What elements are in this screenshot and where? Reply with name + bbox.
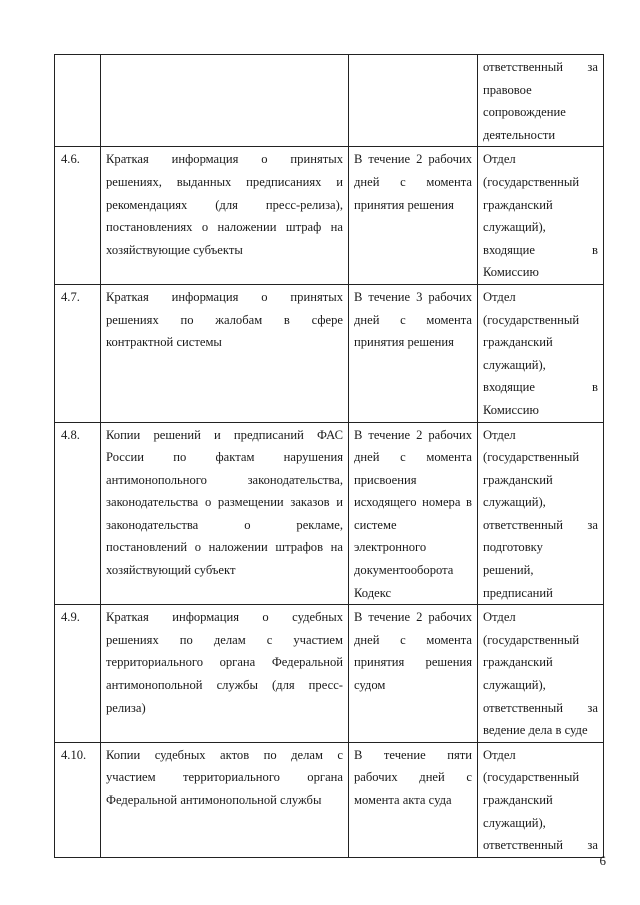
text-line: рабочих дней с [354,770,472,785]
text-line: ответственный за [483,60,598,74]
text-line: правовое [483,82,532,97]
text-line: решений, [483,563,534,578]
text-line: системе [354,517,397,532]
text-line: законодательства о рекламе, [106,517,343,532]
text-line: участием территориального органа [106,770,343,785]
text-line: Копии судебных актов по делам с [106,747,343,762]
text-line: служащий), [483,220,546,235]
text-line: момента акта суда [354,793,452,807]
responsible-cell [478,284,604,422]
text-line: решениях по жалобам в сфере [106,312,343,327]
text-line: ведение дела в суде [483,723,588,738]
term-cell [349,55,478,147]
item-number [55,55,101,147]
responsible-cell [478,605,604,743]
text-line: документооборота [354,563,454,578]
text-line: Отдел [483,152,516,167]
text-line: России по фактам нарушения [106,450,343,465]
text-line: входящие в [483,242,598,257]
text-line: территориального органа Федеральной [106,655,343,670]
info-cell [101,284,349,422]
text-line: принятия решения [354,197,454,212]
info-cell [101,742,349,857]
info-cell [101,605,349,743]
text-line: хозяйствующие субъекты [106,242,243,257]
text-line: дней с момента [354,632,472,647]
item-number: 4.7. [55,284,101,422]
info-cell [101,422,349,605]
term-cell [349,605,478,743]
text-line: релиза) [106,700,146,715]
responsible-cell [478,147,604,285]
text-line: деятельности [483,127,556,142]
item-number: 4.8. [55,422,101,605]
text-line: (государственный [483,770,580,785]
term-cell [349,742,478,857]
table-body [55,55,604,858]
document-table [54,54,604,858]
text-line: Отдел [483,427,516,442]
responsible-cell [478,742,604,857]
text-line: гражданский [483,197,553,212]
text-line: входящие в [483,380,598,395]
text-line: антимонопольного законодательства, [106,472,343,487]
text-line: гражданский [483,335,553,350]
text-line: гражданский [483,793,553,807]
text-line: гражданский [483,655,553,670]
table-row [55,284,604,422]
text-line: служащий), [483,815,546,830]
text-line: предписаний [483,585,553,600]
text-line: судом [354,678,386,693]
responsible-cell [478,422,604,605]
text-line: служащий), [483,495,546,510]
text-line: (государственный [483,450,580,465]
text-line: Кодекс [354,585,392,600]
text-line: Краткая информация о судебных [106,610,343,625]
text-line: антимонопольной службы (для пресс- [106,678,343,693]
text-line: рекомендациях (для пресс-релиза), [106,197,343,212]
text-line: электронного [354,540,427,555]
text-line: присвоения [354,472,417,487]
text-line: Копии решений и предписаний ФАС [106,427,343,442]
page-number: 6 [599,853,606,868]
text-line: В течение пяти [354,747,472,762]
text-line: Федеральной антимонопольной службы [106,793,322,807]
table-row [55,605,604,743]
table-row [55,147,604,285]
text-line: законодательства о размещении заказов и [106,495,343,510]
item-number: 4.9. [55,605,101,743]
text-line: (государственный [483,632,580,647]
text-line: В течение 2 рабочих [354,427,472,442]
info-cell [101,55,349,147]
text-line: постановлениях о наложении штраф на [106,220,343,235]
item-number: 4.10. [55,742,101,857]
text-line: принятия решения [354,655,472,670]
text-line: сопровождение [483,105,566,120]
text-line: ответственный за [483,838,598,853]
text-line: (государственный [483,174,580,189]
text-line: Отдел [483,747,516,762]
term-cell [349,422,478,605]
term-cell [349,147,478,285]
text-line: дней с момента [354,312,472,327]
table-row [55,742,604,857]
text-line: Краткая информация о принятых [106,289,343,304]
table-row [55,55,604,147]
text-line: постановлений о наложении штрафов на [106,540,343,555]
text-line: В течение 3 рабочих [354,289,472,304]
text-line: ответственный за [483,700,598,715]
term-cell [349,284,478,422]
text-line: дней с момента [354,450,472,465]
info-cell [101,147,349,285]
text-line: Краткая информация о принятых [106,152,343,167]
text-line: решениях, выданных предписаниях и [106,174,343,189]
text-line: подготовку [483,540,543,555]
text-line: Отдел [483,610,516,625]
text-line: (государственный [483,312,580,327]
item-number: 4.6. [55,147,101,285]
text-line: ответственный за [483,517,598,532]
text-line: хозяйствующий субъект [106,563,236,578]
text-line: исходящего номера в [354,495,472,510]
text-line: гражданский [483,472,553,487]
text-line: Комиссию [483,402,539,417]
responsible-cell [478,55,604,147]
text-line: Комиссию [483,265,539,280]
text-line: служащий), [483,678,546,693]
text-line: дней с момента [354,174,472,189]
text-line: В течение 2 рабочих [354,152,472,167]
text-line: служащий), [483,357,546,372]
text-line: Отдел [483,289,516,304]
text-line: решениях по делам с участием [106,632,343,647]
text-line: контрактной системы [106,335,222,350]
table-row [55,422,604,605]
text-line: В течение 2 рабочих [354,610,472,625]
text-line: принятия решения [354,335,454,350]
